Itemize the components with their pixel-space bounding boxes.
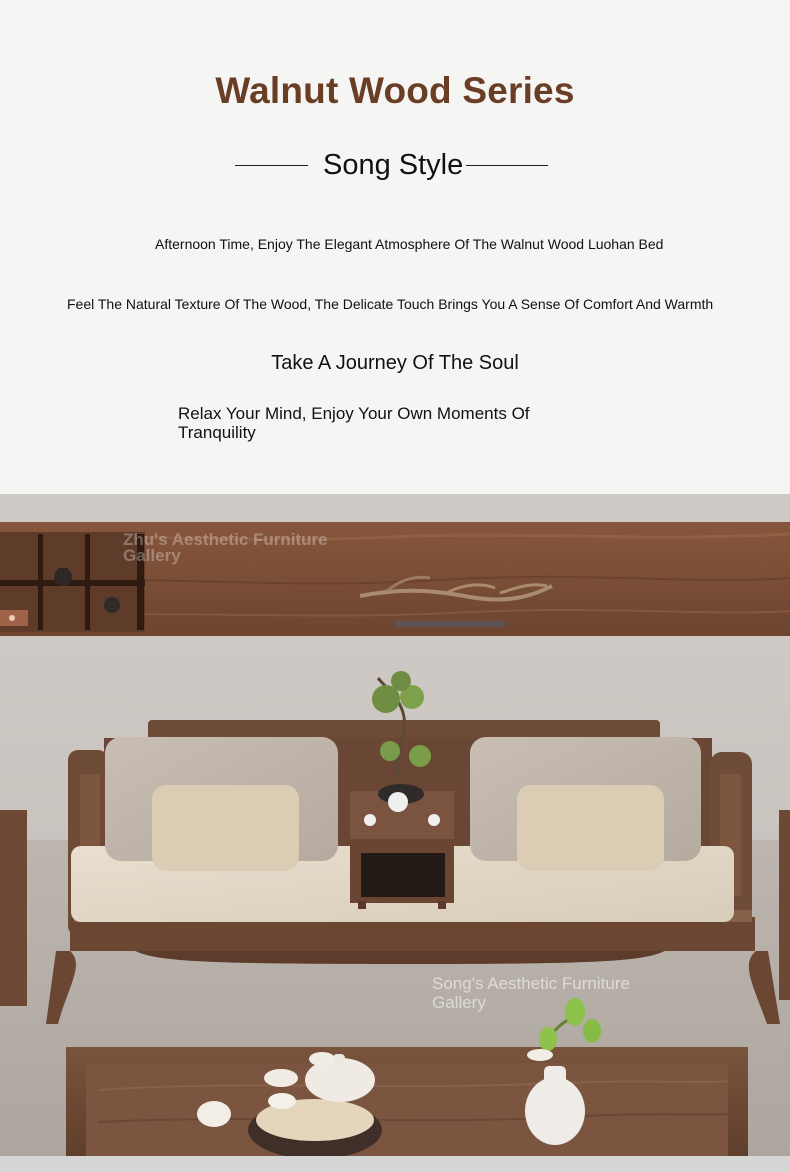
subtitle-divider-right	[466, 165, 548, 166]
watermark-bottom-right: Song's Aesthetic Furniture Gallery	[432, 974, 630, 1012]
bottom-strip	[0, 1156, 790, 1172]
intro-line-journey: Take A Journey Of The Soul	[271, 352, 519, 374]
walnut-bed-image	[0, 494, 790, 1156]
watermark-top-left: Zhu's Aesthetic Furniture Gallery	[123, 530, 328, 565]
intro-line-texture: Feel The Natural Texture Of The Wood, The Delicate Touch Brings You A Sense Of Comfort And Warmth	[67, 296, 714, 312]
subtitle-row	[235, 149, 548, 185]
page-title: Walnut Wood Series	[215, 70, 575, 111]
intro-line-afternoon: Afternoon Time, Enjoy The Elegant Atmosphere Of The Walnut Wood Luohan Bed	[155, 236, 664, 252]
product-intro-section	[0, 0, 790, 494]
subtitle: Song Style	[323, 149, 464, 181]
intro-line-relax: Relax Your Mind, Enjoy Your Own Moments Of Tranquility	[178, 404, 530, 442]
product-image	[0, 494, 790, 1156]
subtitle-divider-left	[235, 165, 308, 166]
